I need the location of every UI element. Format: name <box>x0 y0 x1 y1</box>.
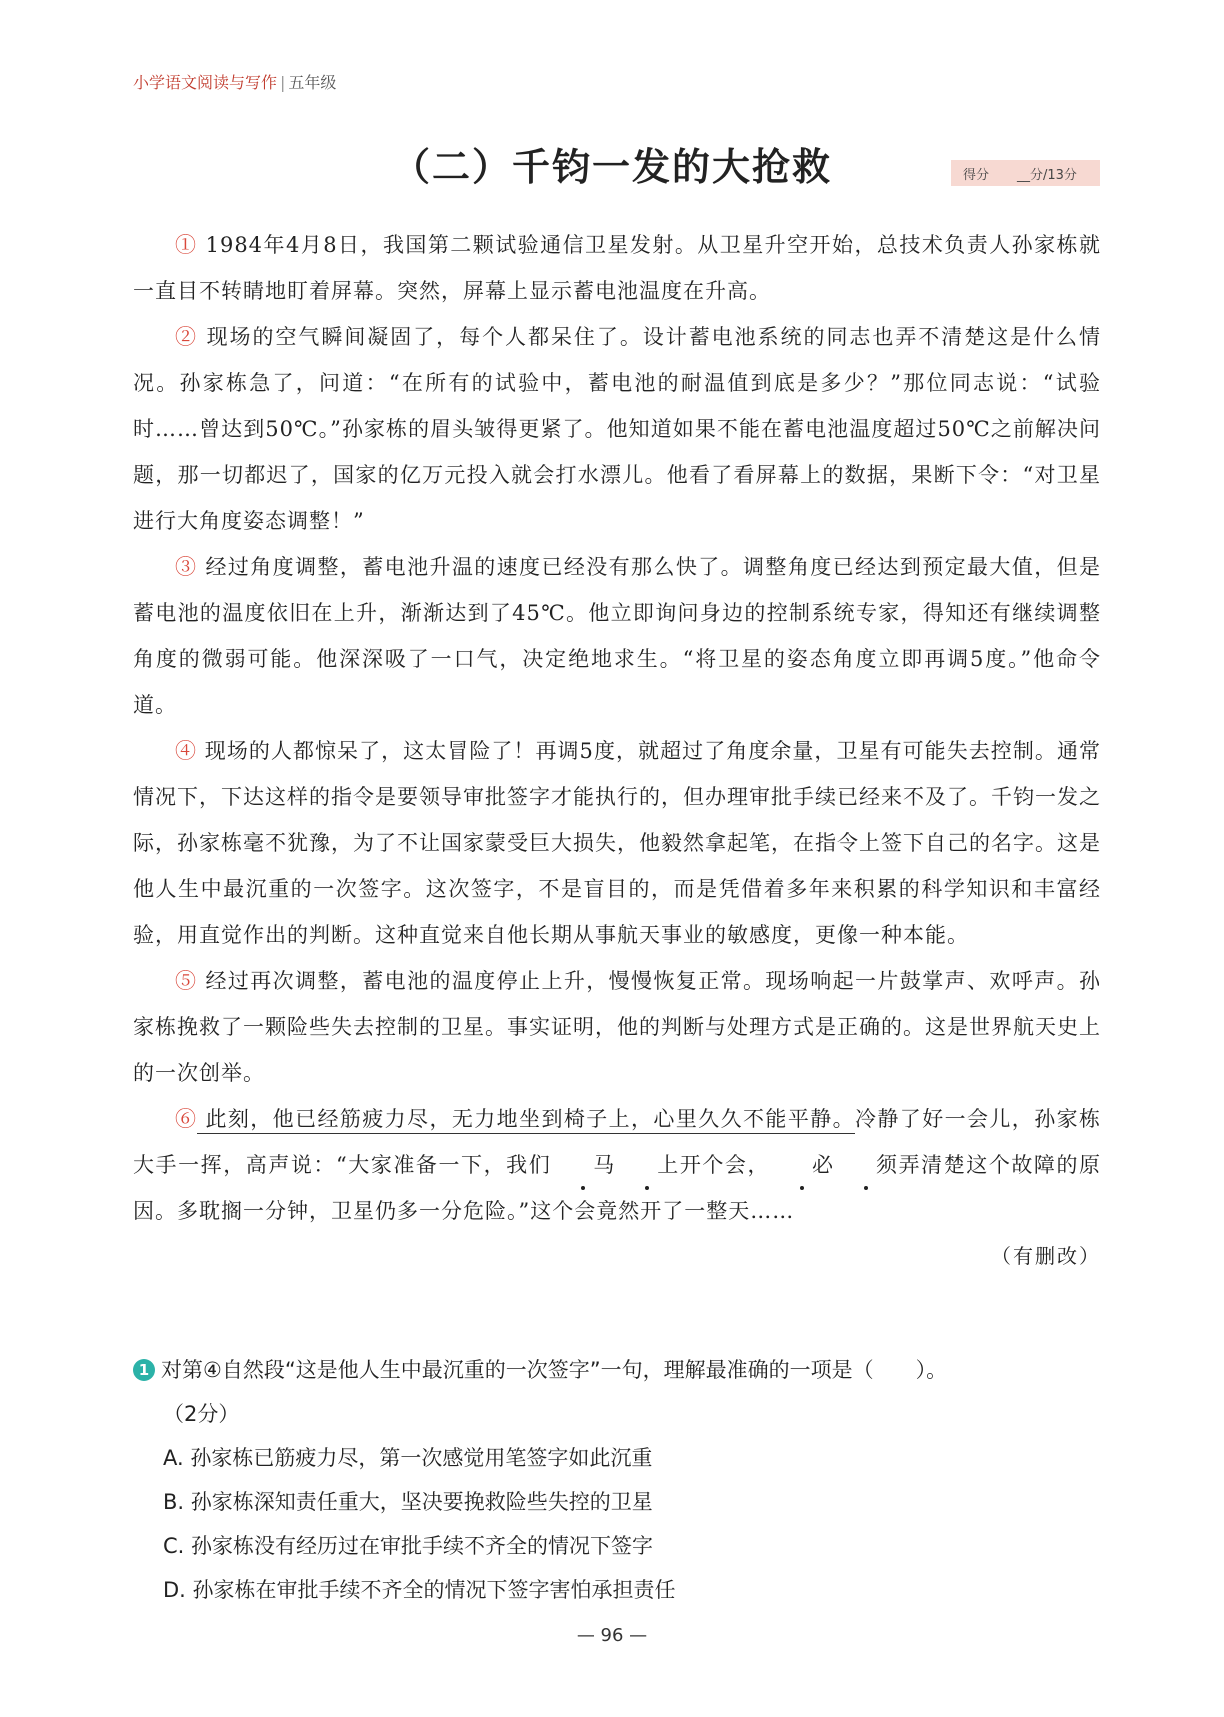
paragraph-4 <box>133 728 1101 958</box>
underlined-sentence: 此刻，他已经筋疲力尽，无力地坐到椅子上，心里久久不能平静。 <box>197 1107 855 1134</box>
book-series-title: 小学语文阅读与写作 <box>133 73 278 92</box>
paragraph-6 <box>133 1096 1101 1234</box>
paragraph-text: 1984年4月8日，我国第二颗试验通信卫星发射。从卫星升空开始，总技术负责人孙家栋就一直目不转睛地盯着屏幕。突然，屏幕上显示蓄电池温度在升高。 <box>133 233 1102 303</box>
paragraph-text: 现场的空气瞬间凝固了，每个人都呆住了。设计蓄电池系统的同志也弄不清楚这是什么情况。孙家栋急了，问道：“在所有的试验中，蓄电池的耐温值到底是多少？”那位同志说：“试验时……曾达到50℃。”孙家栋的眉头皱得更紧了。他知道如果不能在蓄电池温度超过50℃之前解决问题，那一切都迟了，国家的亿万元投入就会打水漂儿。他看了看屏幕上的数据，果断下令：“对卫星进行大角度姿态调整！” <box>133 325 1102 533</box>
score-box <box>951 160 1100 186</box>
paragraph-text: 经过再次调整，蓄电池的温度停止上升，慢慢恢复正常。现场响起一片鼓掌声、欢呼声。孙家栋挽救了一颗险些失去控制的卫星。事实证明，他的判断与处理方式是正确的。这是世界航天史上的一次创举。 <box>133 969 1102 1085</box>
grade-label: 五年级 <box>288 73 337 92</box>
header-separator: | <box>280 73 286 92</box>
question-stem: 对第④自然段“这是他人生中最沉重的一次签字”一句，理解最准确的一项是（ ）。 <box>161 1358 948 1382</box>
option-d[interactable]: D. 孙家栋在审批手续不齐全的情况下签字害怕承担责任 <box>163 1578 676 1602</box>
page-number: — 96 — <box>576 1625 648 1646</box>
score-value: __分/13分 <box>1017 167 1077 183</box>
option-b[interactable]: B. 孙家栋深知责任重大，坚决要挽救险些失控的卫星 <box>163 1490 653 1514</box>
paragraph-text: 弄清楚这个故障的原因。多耽搁一分钟，卫星仍多一分危险。”这个会竟然开了一整天…… <box>133 1153 1102 1223</box>
question-stem-line <box>133 1348 1101 1392</box>
article-body <box>133 222 1101 1278</box>
paragraph-2 <box>133 314 1101 544</box>
emphasis-dot-char: 必 <box>770 1142 834 1188</box>
option-c[interactable]: C. 孙家栋没有经历过在审批手续不齐全的情况下签字 <box>163 1534 654 1558</box>
paragraph-number: ④ <box>175 739 198 763</box>
paragraph-5 <box>133 958 1101 1096</box>
paragraph-text: 冷静了好一会儿，孙家栋大手一挥，高声说：“大家准备一下，我们 <box>133 1107 1101 1177</box>
paragraph-number: ② <box>175 325 198 349</box>
emphasis-dot-char: 上 <box>615 1142 679 1188</box>
paragraph-number: ⑤ <box>175 969 198 993</box>
emphasis-dot-char: 马 <box>551 1142 615 1188</box>
paragraph-text: 经过角度调整，蓄电池升温的速度已经没有那么快了。调整角度已经达到预定最大值，但是蓄电池的温度依旧在上升，渐渐达到了45℃。他立即询问身边的控制系统专家，得知还有继续调整角度的微弱可能。他深深吸了一口气，决定绝地求生。“将卫星的姿态角度立即再调5度。”他命令道。 <box>133 555 1102 717</box>
paragraph-number: ⑥ <box>175 1107 198 1131</box>
paragraph-number: ③ <box>175 555 198 579</box>
paragraph-text: 现场的人都惊呆了，这太冒险了！再调5度，就超过了角度余量，卫星有可能失去控制。通常情况下，下达这样的指令是要领导审批签字才能执行的，但办理审批手续已经来不及了。千钧一发之际，孙家栋毫不犹豫，为了不让国家蒙受巨大损失，他毅然拿起笔，在指令上签下自己的名字。这是他人生中最沉重的一次签字。这次签字，不是盲目的，而是凭借着多年来积累的科学知识和丰富经验，用直觉作出的判断。这种直觉来自他长期从事航天事业的敏感度，更像一种本能。 <box>133 739 1101 947</box>
question-points: （2分） <box>163 1402 240 1426</box>
paragraph-text: 开个会， <box>679 1153 771 1177</box>
question-number-badge: 1 <box>133 1359 155 1381</box>
score-label: 得分 <box>963 167 990 183</box>
paragraph-1 <box>133 222 1101 314</box>
page-header <box>133 70 336 93</box>
article-title: （二）千钧一发的大抢救 <box>391 145 832 189</box>
source-note: （有删改） <box>991 1244 1101 1268</box>
paragraph-3 <box>133 544 1101 728</box>
emphasis-dot-char: 须 <box>834 1142 898 1188</box>
option-a[interactable]: A. 孙家栋已筋疲力尽，第一次感觉用笔签字如此沉重 <box>163 1446 653 1470</box>
paragraph-number: ① <box>175 233 198 257</box>
question-1 <box>133 1348 1101 1612</box>
